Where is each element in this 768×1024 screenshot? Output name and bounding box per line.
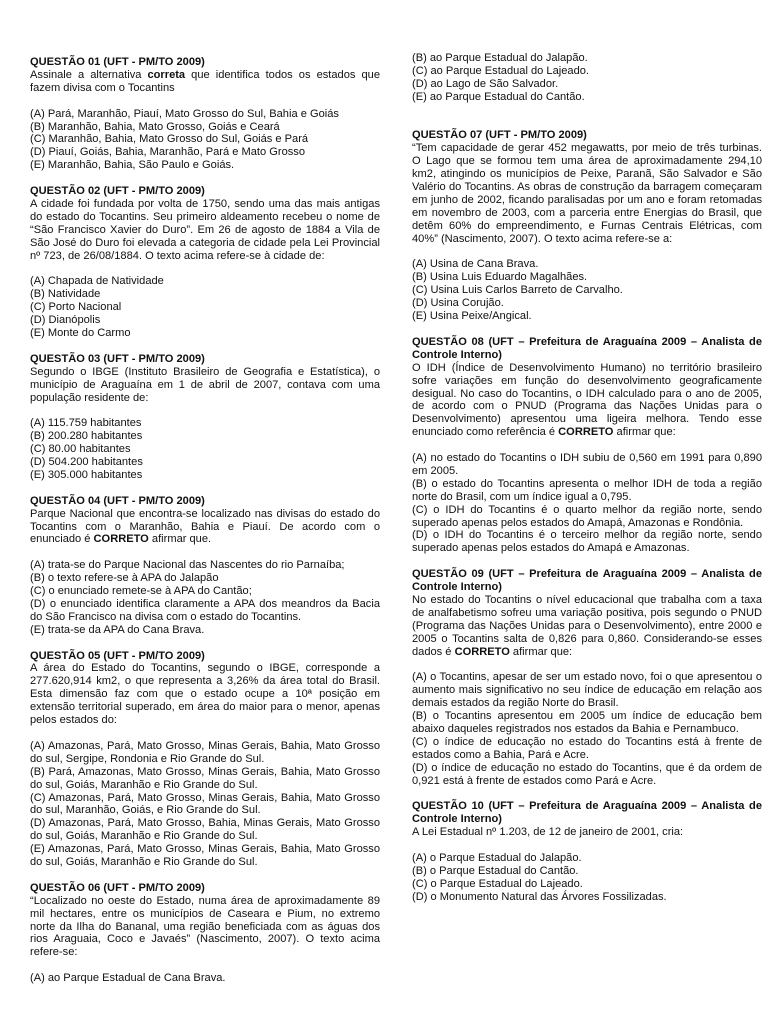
paragraph-text: (B) ao Parque Estadual do Jalapão.: [412, 52, 588, 64]
blank-line: [412, 439, 762, 452]
right-column: [412, 52, 762, 904]
paragraph-text: (D) Dianópolis: [30, 314, 101, 327]
paragraph-text: “Localizado no oeste do Estado, numa área de aproximadamente 89 mil hectares, entre os municípios de Caseara e Pium, no extremo norte da Ilha do Bananal, uma região beneficiada com as águas dos rios Araguaia, Coco e Javaés” (Nascimento, 2007). O texto acima refere-se:: [30, 894, 380, 959]
paragraph-text: (B) o Tocantins apresentou em 2005 um índice de educação bem abaixo daqueles registrados nos estados da Bahia e Pernambuco.: [412, 710, 762, 736]
paragraph-text: (A) ao Parque Estadual de Cana Brava.: [30, 972, 226, 985]
blank-line: [30, 340, 380, 353]
paragraph-text: (B) o estado do Tocantins apresenta o melhor IDH de toda a região norte do Brasil, com um índice igual a 0,795.: [412, 477, 762, 503]
blank-line: [412, 659, 762, 672]
paragraph-text: (A) Amazonas, Pará, Mato Grosso, Minas Gerais, Bahia, Mato Grosso do sul, Sergipe, Rondonia e Rio Grande do Sul.: [30, 739, 380, 765]
question-heading: QUESTÃO 04 (UFT - PM/TO 2009): [30, 494, 205, 507]
question-heading: QUESTÃO 02 (UFT - PM/TO 2009): [30, 185, 205, 198]
question-heading: QUESTÃO 03 (UFT - PM/TO 2009): [30, 352, 205, 365]
paragraph-text: (C) Usina Luis Carlos Barreto de Carvalho.: [412, 284, 623, 297]
question-heading: QUESTÃO 09 (UFT – Prefeitura de Araguaína 2009 – Analista de Controle Interno): [412, 568, 762, 594]
blank-line: [412, 117, 762, 130]
question-heading: QUESTÃO 10 (UFT – Prefeitura de Araguaína 2009 – Analista de Controle Interno): [412, 800, 762, 826]
paragraph-text: (A) 115.759 habitantes: [30, 417, 142, 430]
paragraph-text: (E) Usina Peixe/Angical.: [412, 310, 532, 323]
paragraph-text: (E) trata-se da APA do Cana Brava.: [30, 623, 205, 636]
paragraph-text: (E) Maranhão, Bahia, São Paulo e Goiás.: [30, 159, 235, 172]
blank-line: [30, 959, 380, 972]
paragraph-text: (D) o índice de educação no estado do Tocantins, que é da ordem de 0,921 está à frente de estados como Pará e Acre.: [412, 761, 762, 787]
paragraph-text: (C) o IDH do Tocantins é o quarto melhor da região norte, sendo superado apenas pelos estados do Amapá, Amazonas e Rondônia.: [412, 503, 762, 529]
paragraph-text: (B) o texto refere-se à APA do Jalapão: [30, 572, 219, 585]
paragraph-text: (D) o enunciado identifica claramente a APA dos meandros da Bacia do São Francisco na divisa com o estado do Tocantins.: [30, 597, 380, 623]
blank-line: [30, 546, 380, 559]
question-heading: QUESTÃO 07 (UFT - PM/TO 2009): [412, 129, 587, 142]
paragraph-text: (D) o Monumento Natural das Árvores Fossilizadas.: [412, 890, 667, 903]
paragraph-text: A cidade foi fundada por volta de 1750, sendo uma das mais antigas do estado do Tocantins. Seu primeiro aldeamento recebeu o nome de “São Francisco Xavier do Duro”. Em 26 de agosto de 1884 a Vila de São José do Duro foi elevada a categoria de cidade pela Lei Provincial nº 723, de 26/08/1884. O texto acima refere-se à cidade de:: [30, 197, 380, 262]
paragraph-text: (B) Usina Luis Eduardo Magalhães.: [412, 271, 588, 284]
paragraph-text: (D) Amazonas, Pará, Mato Grosso, Bahia, Minas Gerais, Mato Grosso do sul, Goiás, Maranhão e Rio Grande do Sul.: [30, 817, 380, 843]
paragraph-text: (A) o Parque Estadual do Jalapão.: [412, 852, 582, 865]
blank-line: [30, 172, 380, 185]
paragraph-text: (C) Amazonas, Pará, Mato Grosso, Minas Gerais, Bahia, Mato Grosso do sul, Maranhão, Goiás, e Rio Grande do Sul.: [30, 791, 380, 817]
question-heading: QUESTÃO 05 (UFT - PM/TO 2009): [30, 649, 205, 662]
blank-line: [30, 262, 380, 275]
paragraph-text: (B) Maranhão, Bahia, Mato Grosso, Goiás e Ceará: [30, 120, 280, 133]
blank-line: [30, 404, 380, 417]
blank-line: [30, 482, 380, 495]
paragraph-text: Parque Nacional que encontra-se localizado nas divisas do estado do Tocantins com o Maranhão, Bahia e Piauí. De acordo com o enunciado é CORRETO afirmar que.: [30, 507, 380, 546]
question-heading: QUESTÃO 01 (UFT - PM/TO 2009): [30, 56, 205, 68]
paragraph-text: (A) o Tocantins, apesar de ser um estado novo, foi o que apresentou o aumento mais significativo no seu índice de educação em relação aos demais estados da região Norte do Brasil.: [412, 671, 762, 710]
question-heading: QUESTÃO 06 (UFT - PM/TO 2009): [30, 881, 205, 894]
paragraph-text: (D) ao Lago de São Salvador.: [412, 77, 559, 90]
left-column: [30, 56, 380, 985]
paragraph-text: (C) o enunciado remete-se à APA do Cantão;: [30, 585, 252, 598]
paragraph-text: (D) 504.200 habitantes: [30, 456, 143, 469]
paragraph-text: (D) o IDH do Tocantins é o terceiro melhor da região norte, sendo superado apenas pelos estados do Amapá e Amazonas.: [412, 529, 762, 555]
paragraph-text: (E) ao Parque Estadual do Cantão.: [412, 90, 585, 103]
blank-line: [412, 323, 762, 336]
blank-line: [30, 727, 380, 740]
paragraph-text: Segundo o IBGE (Instituto Brasileiro de Geografia e Estatística), o município de Araguaína em 1 de abril de 2007, contava com uma população residente de:: [30, 365, 380, 404]
paragraph-text: (C) ao Parque Estadual do Lajeado.: [412, 64, 590, 77]
paragraph-text: No estado do Tocantins o nível educacional que trabalha com a taxa de analfabetismo sofreu uma variação positiva, pois segundo o PNUD (Programa das Nações Unidas para o Desenvolvimento), entre 2000 e 2005 o Tocantins salta de 0,826 para 0,860. Considerando-se esses dados é CORRETO afirmar que:: [412, 593, 762, 658]
paragraph-text: (A) Pará, Maranhão, Piauí, Mato Grosso do Sul, Bahia e Goiás: [30, 107, 339, 120]
blank-line: [412, 555, 762, 568]
blank-line: [30, 95, 380, 108]
paragraph-text: “Tem capacidade de gerar 452 megawatts, por meio de três turbinas. O Lago que se formou tem uma área de aproximadamente 294,10 km2, atingindo os municípios de Peixe, Paranã, São Salvador e São Valério do Tocantins. As obras de construção da barragem começaram em junho de 2002, ficando paralisadas por um ano e foram retomadas em novembro de 2003, com a parceria entre Energias do Brasil, que detêm 60% do empreendimento, e Furnas Centrais Elétricas, com 40%” (Nascimento, 2007). O texto acima refere-se a:: [412, 142, 762, 245]
paragraph-text: (D) Usina Corujão.: [412, 297, 504, 310]
paragraph-text: (E) Amazonas, Pará, Mato Grosso, Minas Gerais, Bahia, Mato Grosso do sul, Goiás, Maranhão e Rio Grande do Sul.: [30, 843, 380, 869]
paragraph-text: (D) Piauí, Goiás, Bahia, Maranhão, Pará e Mato Grosso: [30, 146, 306, 159]
blank-line: [412, 788, 762, 801]
paragraph-text: (C) 80.00 habitantes: [30, 443, 131, 456]
paragraph-text: (E) Monte do Carmo: [30, 326, 131, 339]
paragraph-text: O IDH (Índice de Desenvolvimento Humano) no território brasileiro sofre variações em função do desenvolvimento geograficamente desigual. No caso do Tocantins, o IDH calculado para o ano de 2005, de acordo com o PNUD (Programa das Nações Unidas para o Desenvolvimento) apresentou uma ligeira melhora. Tendo esse enunciado como referência é CORRETO afirmar que:: [412, 361, 762, 439]
paragraph-text: (A) Usina de Cana Brava.: [412, 258, 539, 271]
question-heading: QUESTÃO 08 (UFT – Prefeitura de Araguaína 2009 – Analista de Controle Interno): [412, 335, 762, 361]
paragraph-text: (C) o índice de educação no estado do Tocantins está à frente de estados como a Bahia, Pará e Acre.: [412, 735, 762, 761]
paragraph-text: (C) Porto Nacional: [30, 301, 122, 314]
paragraph-text: (A) Chapada de Natividade: [30, 275, 164, 288]
paragraph-text: Assinale a alternativa correta que identifica todos os estados que fazem divisa com o Tocantins: [30, 68, 380, 94]
paragraph-text: (C) o Parque Estadual do Lajeado.: [412, 877, 583, 890]
paragraph-text: (B) Pará, Amazonas, Mato Grosso, Minas Gerais, Bahia, Mato Grosso do sul, Goiás, Maranhão e Rio Grande do Sul.: [30, 765, 380, 791]
paragraph-text: (B) 200.280 habitantes: [30, 430, 143, 443]
blank-line: [30, 869, 380, 882]
blank-line: [30, 637, 380, 650]
blank-line: [412, 104, 762, 117]
paragraph-text: (B) o Parque Estadual do Cantão.: [412, 864, 579, 877]
paragraph-text: (A) no estado do Tocantins o IDH subiu de 0,560 em 1991 para 0,890 em 2005.: [412, 452, 762, 477]
paragraph-text: (A) trata-se do Parque Nacional das Nascentes do rio Parnaíba;: [30, 559, 345, 572]
paragraph-text: (C) Maranhão, Bahia, Mato Grosso do Sul, Goiás e Pará: [30, 133, 309, 146]
paragraph-text: (E) 305.000 habitantes: [30, 468, 143, 481]
paragraph-text: A área do Estado do Tocantins, segundo o IBGE, corresponde a 277.620,914 km2, o que representa a 3,26% da área total do Brasil. Esta dimensão faz com que o estado ocupe a 10ª posição em extensão territorial superado, em área do maior para o menor, apenas pelos estados do:: [30, 662, 380, 727]
blank-line: [412, 246, 762, 259]
paragraph-text: (B) Natividade: [30, 288, 101, 301]
paragraph-text: A Lei Estadual nº 1.203, de 12 de janeiro de 2001, cria:: [412, 826, 684, 839]
blank-line: [412, 839, 762, 852]
